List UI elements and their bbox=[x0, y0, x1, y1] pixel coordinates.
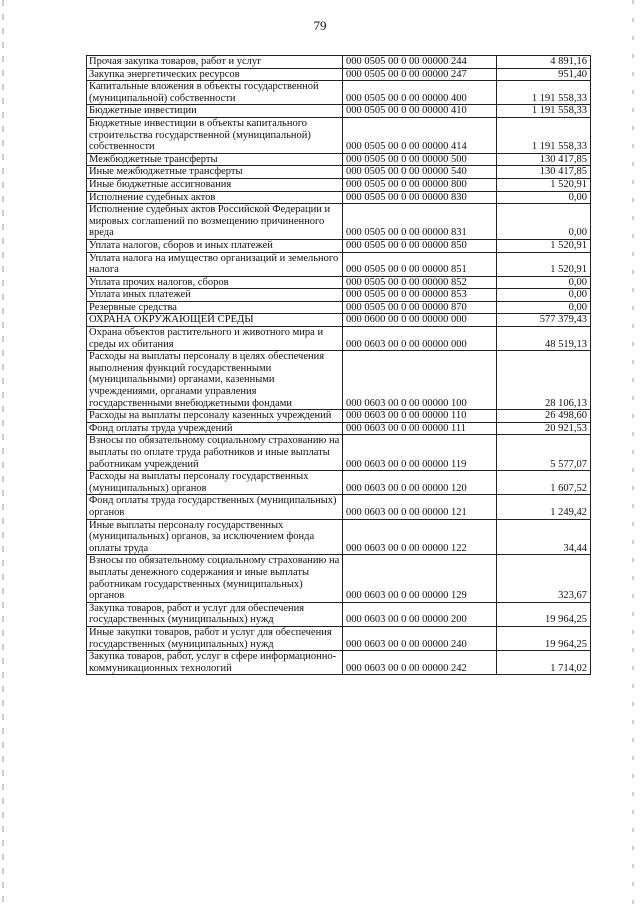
row-code: 000 0505 00 0 00 00000 853 bbox=[343, 289, 497, 302]
table-row bbox=[87, 178, 591, 191]
row-code: 000 0505 00 0 00 00000 852 bbox=[343, 276, 497, 289]
scan-edge-right bbox=[632, 0, 634, 905]
row-name: Уплата иных платежей bbox=[87, 289, 343, 302]
row-code: 000 0603 00 0 00 00000 120 bbox=[343, 471, 497, 495]
row-amount: 5 577,07 bbox=[497, 435, 591, 471]
table-row bbox=[87, 651, 591, 675]
row-code: 000 0603 00 0 00 00000 240 bbox=[343, 626, 497, 650]
row-name: Исполнение судебных актов bbox=[87, 191, 343, 204]
row-code: 000 0505 00 0 00 00000 831 bbox=[343, 204, 497, 240]
row-name: Закупка товаров, работ и услуг для обеспечения государственных (муниципальных) нужд bbox=[87, 602, 343, 626]
table-row bbox=[87, 166, 591, 179]
row-name: Прочая закупка товаров, работ и услуг bbox=[87, 56, 343, 69]
row-code: 000 0603 00 0 00 00000 110 bbox=[343, 410, 497, 423]
row-name: Исполнение судебных актов Российской Федерации и мировых соглашений по возмещению причиненного вреда bbox=[87, 204, 343, 240]
row-amount: 1 520,91 bbox=[497, 252, 591, 276]
row-name: Уплата налогов, сборов и иных платежей bbox=[87, 239, 343, 252]
row-amount: 0,00 bbox=[497, 289, 591, 302]
row-code: 000 0603 00 0 00 00000 129 bbox=[343, 555, 497, 602]
table-row bbox=[87, 191, 591, 204]
row-code: 000 0603 00 0 00 00000 200 bbox=[343, 602, 497, 626]
row-code: 000 0603 00 0 00 00000 122 bbox=[343, 519, 497, 555]
table-row bbox=[87, 301, 591, 314]
row-amount: 48 519,13 bbox=[497, 327, 591, 351]
row-name: Расходы на выплаты персоналу государственных (муниципальных) органов bbox=[87, 471, 343, 495]
row-code: 000 0603 00 0 00 00000 000 bbox=[343, 327, 497, 351]
row-amount: 1 249,42 bbox=[497, 495, 591, 519]
row-name: Взносы по обязательному социальному страхованию на выплаты по оплате труда работников и иные выплаты работникам учреждений bbox=[87, 435, 343, 471]
row-name: Фонд оплаты труда государственных (муниципальных) органов bbox=[87, 495, 343, 519]
table-row bbox=[87, 68, 591, 81]
table-row bbox=[87, 626, 591, 650]
row-amount: 19 964,25 bbox=[497, 602, 591, 626]
row-name: Закупка товаров, работ, услуг в сфере информационно-коммуникационных технологий bbox=[87, 651, 343, 675]
row-code: 000 0505 00 0 00 00000 800 bbox=[343, 178, 497, 191]
row-amount: 34,44 bbox=[497, 519, 591, 555]
table-row bbox=[87, 351, 591, 410]
row-code: 000 0505 00 0 00 00000 851 bbox=[343, 252, 497, 276]
row-name: Уплата налога на имущество организаций и земельного налога bbox=[87, 252, 343, 276]
row-code: 000 0505 00 0 00 00000 400 bbox=[343, 81, 497, 105]
row-name: Межбюджетные трансферты bbox=[87, 153, 343, 166]
table-row bbox=[87, 602, 591, 626]
row-amount: 1 191 558,33 bbox=[497, 81, 591, 105]
row-name: Иные закупки товаров, работ и услуг для обеспечения государственных (муниципальных) нужд bbox=[87, 626, 343, 650]
row-name: ОХРАНА ОКРУЖАЮЩЕЙ СРЕДЫ bbox=[87, 314, 343, 327]
row-amount: 0,00 bbox=[497, 191, 591, 204]
row-amount: 26 498,60 bbox=[497, 410, 591, 423]
row-name: Резервные средства bbox=[87, 301, 343, 314]
row-code: 000 0505 00 0 00 00000 414 bbox=[343, 117, 497, 153]
row-amount: 1 520,91 bbox=[497, 178, 591, 191]
row-code: 000 0505 00 0 00 00000 850 bbox=[343, 239, 497, 252]
row-name: Фонд оплаты труда учреждений bbox=[87, 422, 343, 435]
row-name: Расходы на выплаты персоналу казенных учреждений bbox=[87, 410, 343, 423]
row-code: 000 0505 00 0 00 00000 830 bbox=[343, 191, 497, 204]
row-amount: 4 891,16 bbox=[497, 56, 591, 69]
row-name: Бюджетные инвестиции bbox=[87, 105, 343, 118]
table-row bbox=[87, 327, 591, 351]
table-row bbox=[87, 204, 591, 240]
row-amount: 28 106,13 bbox=[497, 351, 591, 410]
row-amount: 1 714,02 bbox=[497, 651, 591, 675]
row-amount: 130 417,85 bbox=[497, 166, 591, 179]
row-amount: 0,00 bbox=[497, 276, 591, 289]
row-name: Охрана объектов растительного и животного мира и среды их обитания bbox=[87, 327, 343, 351]
row-name: Капитальные вложения в объекты государственной (муниципальной) собственности bbox=[87, 81, 343, 105]
row-amount: 0,00 bbox=[497, 301, 591, 314]
row-code: 000 0505 00 0 00 00000 410 bbox=[343, 105, 497, 118]
table-row bbox=[87, 239, 591, 252]
row-code: 000 0505 00 0 00 00000 540 bbox=[343, 166, 497, 179]
row-name: Иные межбюджетные трансферты bbox=[87, 166, 343, 179]
row-name: Уплата прочих налогов, сборов bbox=[87, 276, 343, 289]
row-name: Взносы по обязательному социальному страхованию на выплаты денежного содержания и иные выплаты работникам государственных (муниципальных) органов bbox=[87, 555, 343, 602]
page-number: 79 bbox=[313, 18, 327, 33]
row-name: Иные выплаты персоналу государственных (муниципальных) органов, за исключением фонда оплаты труда bbox=[87, 519, 343, 555]
row-code: 000 0603 00 0 00 00000 111 bbox=[343, 422, 497, 435]
row-amount: 577 379,43 bbox=[497, 314, 591, 327]
table-row bbox=[87, 422, 591, 435]
table-row bbox=[87, 56, 591, 69]
table-row bbox=[87, 289, 591, 302]
row-amount: 0,00 bbox=[497, 204, 591, 240]
table-row bbox=[87, 410, 591, 423]
table-row bbox=[87, 519, 591, 555]
section-row bbox=[87, 314, 591, 327]
row-amount: 1 191 558,33 bbox=[497, 117, 591, 153]
table-row bbox=[87, 495, 591, 519]
row-amount: 1 191 558,33 bbox=[497, 105, 591, 118]
row-code: 000 0505 00 0 00 00000 500 bbox=[343, 153, 497, 166]
row-amount: 20 921,53 bbox=[497, 422, 591, 435]
table-row bbox=[87, 153, 591, 166]
row-code: 000 0505 00 0 00 00000 870 bbox=[343, 301, 497, 314]
table-row bbox=[87, 252, 591, 276]
table-row bbox=[87, 276, 591, 289]
row-amount: 323,67 bbox=[497, 555, 591, 602]
row-code: 000 0603 00 0 00 00000 121 bbox=[343, 495, 497, 519]
row-name: Бюджетные инвестиции в объекты капитального строительства государственной (муниципальной) собственности bbox=[87, 117, 343, 153]
table-row bbox=[87, 471, 591, 495]
table-row bbox=[87, 117, 591, 153]
row-amount: 951,40 bbox=[497, 68, 591, 81]
table-row bbox=[87, 81, 591, 105]
row-amount: 1 520,91 bbox=[497, 239, 591, 252]
row-amount: 130 417,85 bbox=[497, 153, 591, 166]
budget-table bbox=[86, 55, 591, 675]
row-name: Иные бюджетные ассигнования bbox=[87, 178, 343, 191]
table-row bbox=[87, 435, 591, 471]
row-amount: 19 964,25 bbox=[497, 626, 591, 650]
row-name: Закупка энергетических ресурсов bbox=[87, 68, 343, 81]
row-code: 000 0603 00 0 00 00000 242 bbox=[343, 651, 497, 675]
budget-table-body bbox=[87, 56, 591, 675]
row-code: 000 0603 00 0 00 00000 100 bbox=[343, 351, 497, 410]
table-row bbox=[87, 555, 591, 602]
row-code: 000 0505 00 0 00 00000 247 bbox=[343, 68, 497, 81]
table-row bbox=[87, 105, 591, 118]
row-amount: 1 607,52 bbox=[497, 471, 591, 495]
row-code: 000 0603 00 0 00 00000 119 bbox=[343, 435, 497, 471]
row-code: 000 0505 00 0 00 00000 244 bbox=[343, 56, 497, 69]
row-code: 000 0600 00 0 00 00000 000 bbox=[343, 314, 497, 327]
row-name: Расходы на выплаты персоналу в целях обеспечения выполнения функций государственными (муниципальными) органами, казенными учреждениями, органами управления государственными внебюджетными фондами bbox=[87, 351, 343, 410]
scan-edge-left bbox=[2, 0, 4, 905]
